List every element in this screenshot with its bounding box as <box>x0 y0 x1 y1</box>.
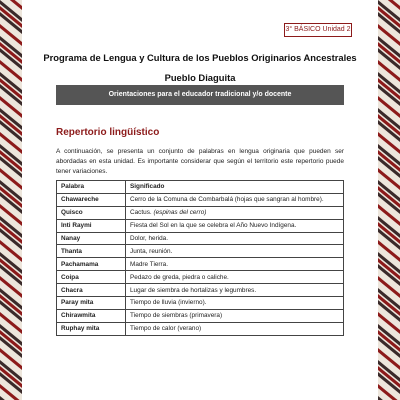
meaning-cell <box>126 245 344 258</box>
orientation-banner: Orientaciones para el educador tradicional y/o docente <box>56 85 344 105</box>
meaning-text: Tiempo de calor (verano) <box>130 325 202 333</box>
program-title: Programa de Lengua y Cultura de los Pueblos Originarios Ancestrales <box>43 52 357 63</box>
meaning-text: Junta, reunión. <box>130 247 173 255</box>
word-cell: Chirawmita <box>57 309 126 322</box>
intro-paragraph: A continuación, se presenta un conjunto de palabras en lengua originaria que pueden ser abordadas en esta unidad. Es importante considerar que según el territorio este repertorio puede tener variaciones. <box>56 148 344 175</box>
section-title: Repertorio lingüístico <box>56 127 160 138</box>
header-word: Palabra <box>57 181 126 194</box>
table-row <box>57 309 344 322</box>
table-row <box>57 219 344 232</box>
meaning-text: Dolor, herida. <box>130 235 169 242</box>
meaning-text: Tiempo de siembras (primavera) <box>130 312 223 320</box>
meaning-cell <box>126 271 344 284</box>
decorative-border-left <box>0 0 22 400</box>
word-cell: Chawareche <box>57 193 126 206</box>
meaning-cell <box>126 309 344 322</box>
table-header-row <box>57 181 344 194</box>
meaning-text: Lugar de siembra de hortalizas y legumbres. <box>130 286 257 294</box>
grade-unit-badge: 3° BÁSICO Unidad 2 <box>284 23 352 37</box>
header-meaning: Significado <box>126 181 344 194</box>
table-row <box>57 271 344 284</box>
meaning-cell <box>126 258 344 271</box>
meaning-cell <box>126 193 344 206</box>
word-cell: Pachamama <box>57 258 126 271</box>
vocabulary-table <box>56 180 344 336</box>
table-row <box>57 245 344 258</box>
meaning-text: Fiesta del Sol en la que se celebra el Año Nuevo Indígena. <box>130 222 297 230</box>
table-row <box>57 258 344 271</box>
meaning-cell <box>126 219 344 232</box>
table-row <box>57 232 344 245</box>
meaning-text: Cactus. <box>130 209 154 217</box>
word-cell: Coipa <box>57 271 126 284</box>
word-cell: Chacra <box>57 284 126 297</box>
word-cell: Thanta <box>57 245 126 258</box>
table-row <box>57 297 344 310</box>
word-cell: Inti Raymi <box>57 219 126 232</box>
meaning-cell <box>126 206 344 219</box>
decorative-border-right <box>378 0 400 400</box>
people-title: Pueblo Diaguita <box>164 72 236 83</box>
table-body <box>57 193 344 335</box>
meaning-cell <box>126 284 344 297</box>
meaning-text: Tiempo de lluvia (invierno). <box>130 299 207 307</box>
meaning-cell <box>126 232 344 245</box>
meaning-text: Cerro de la Comuna de Combarbalá (hojas que sangran al hombre). <box>130 196 324 204</box>
word-cell: Quisco <box>57 206 126 219</box>
word-cell: Nanay <box>57 232 126 245</box>
table-row <box>57 193 344 206</box>
meaning-text: Pedazo de greda, piedra o caliche. <box>130 273 229 281</box>
table-row <box>57 284 344 297</box>
table-row <box>57 322 344 335</box>
word-cell: Paray mita <box>57 297 126 310</box>
meaning-cell <box>126 322 344 335</box>
table-row <box>57 206 344 219</box>
meaning-cell <box>126 297 344 310</box>
meaning-text: Madre Tierra. <box>130 260 169 268</box>
meaning-note: (espinas del cerro) <box>153 209 207 217</box>
word-cell: Ruphay mita <box>57 322 126 335</box>
